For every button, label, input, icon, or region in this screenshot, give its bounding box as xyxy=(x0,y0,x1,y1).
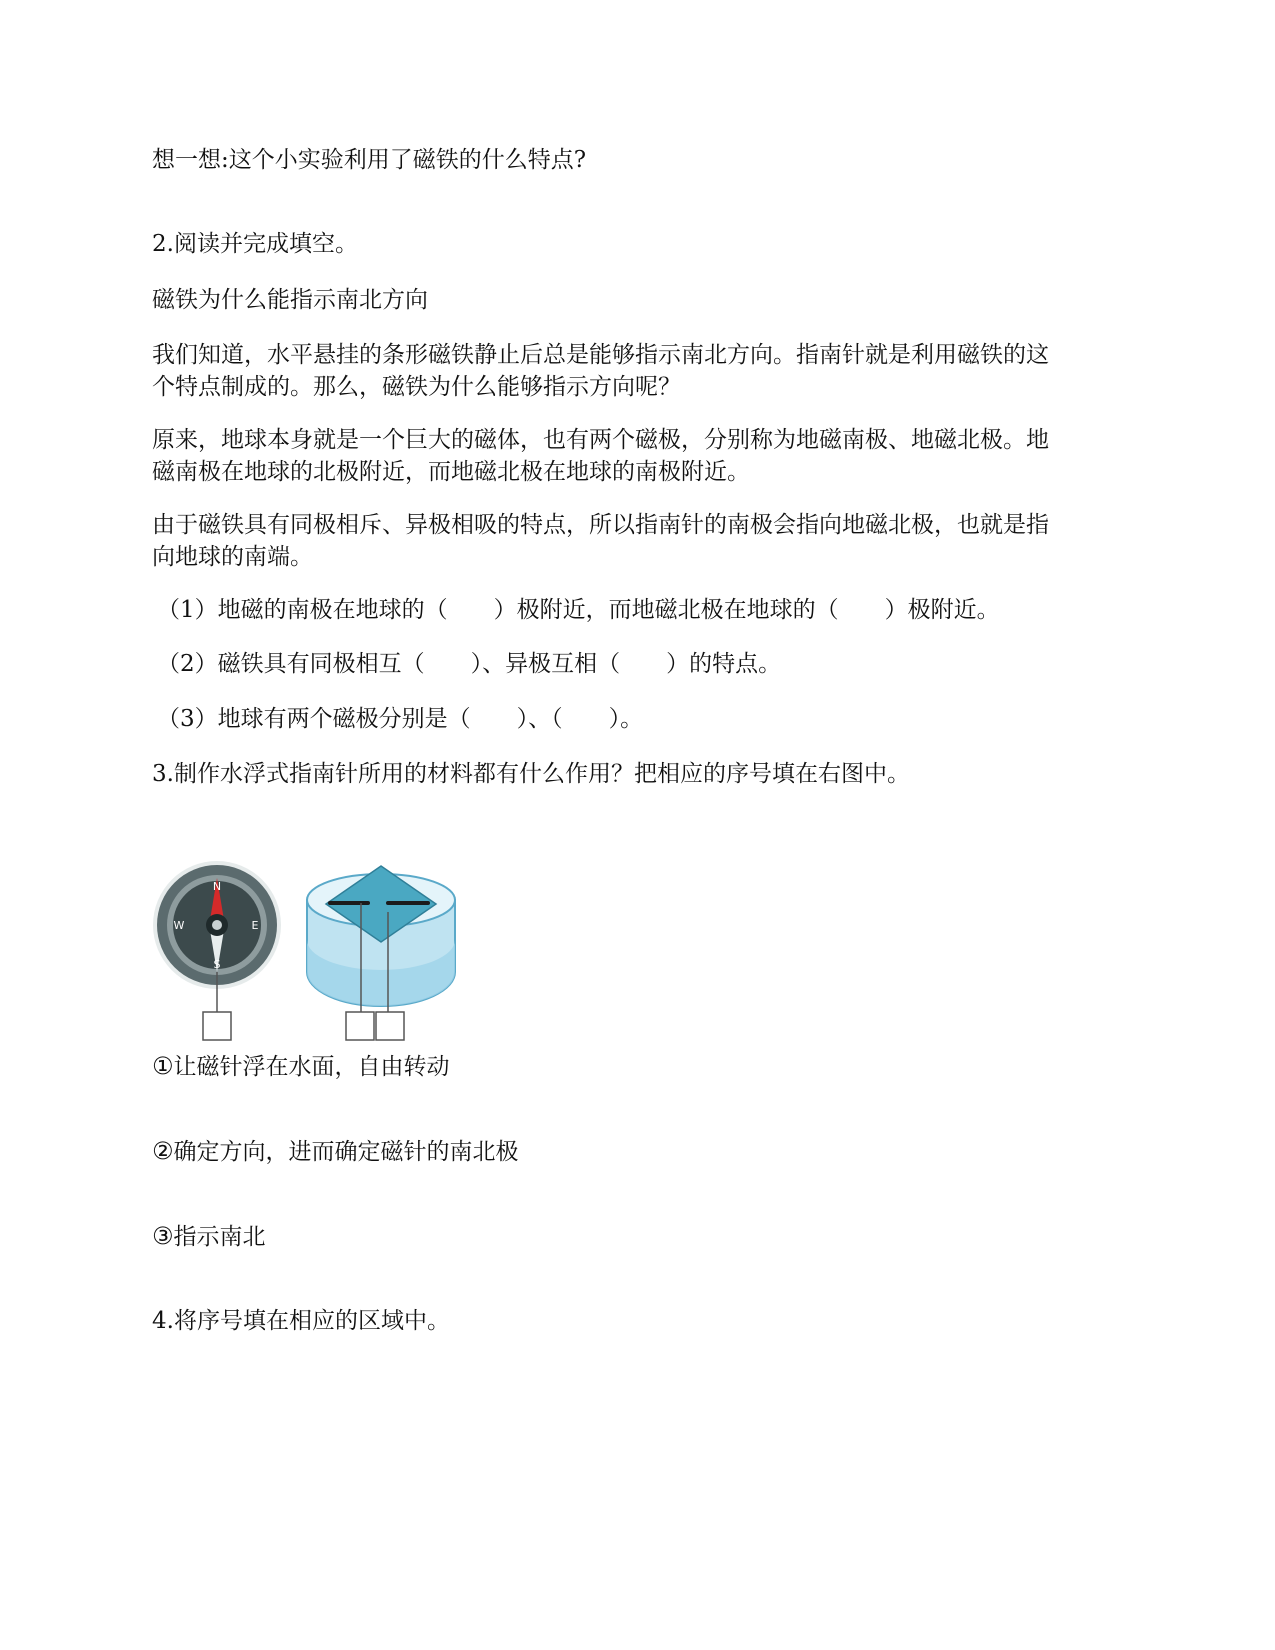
passage-paragraph-1 xyxy=(152,339,1127,403)
fill-question-2: （2）磁铁具有同极相互（ ）、异极互相（ ）的特点。 xyxy=(157,651,782,677)
question-3-title: 3.制作水浮式指南针所用的材料都有什么作用？把相应的序号填在右图中。 xyxy=(152,761,910,787)
option-3-text: 指示南北 xyxy=(173,1224,266,1250)
question-2-title: 2.阅读并完成填空。 xyxy=(152,231,358,257)
fill-question-1: （1）地磁的南极在地球的（ ）极附近，而地磁北极在地球的（ ）极附近。 xyxy=(157,597,1000,623)
compass-answer-box[interactable] xyxy=(203,1012,231,1040)
bowl-answer-box-2[interactable] xyxy=(376,1012,404,1040)
passage-title: 磁铁为什么能指示南北方向 xyxy=(152,287,428,313)
passage-paragraph-2 xyxy=(152,424,1127,488)
passage-paragraph-3 xyxy=(152,509,1127,573)
compass-figure xyxy=(152,860,482,1050)
passage-paragraph-1-line-2: 个特点制成的。那么，磁铁为什么能够指示方向呢？ xyxy=(152,374,681,400)
passage-paragraph-1-line-1: 我们知道，水平悬挂的条形磁铁静止后总是能够指示南北方向。指南针就是利用磁铁的这 xyxy=(152,342,1049,368)
option-1-marker: ① xyxy=(152,1052,174,1080)
bowl-answer-box-1[interactable] xyxy=(346,1012,374,1040)
fill-question-3: （3）地球有两个磁极分别是（ ）、（ ）。 xyxy=(157,706,644,732)
option-2 xyxy=(152,1135,1127,1168)
think-prompt: 想一想:这个小实验利用了磁铁的什么特点? xyxy=(152,147,587,173)
option-3 xyxy=(152,1220,1127,1253)
option-2-text: 确定方向，进而确定磁针的南北极 xyxy=(173,1139,519,1165)
water-bowl-icon xyxy=(307,866,455,1006)
passage-paragraph-2-line-2: 磁南极在地球的北极附近，而地磁北极在地球的南极附近。 xyxy=(152,459,750,485)
passage-paragraph-2-line-1: 原来，地球本身就是一个巨大的磁体，也有两个磁极，分别称为地磁南极、地磁北极。地 xyxy=(152,427,1049,453)
compass-letter-w: W xyxy=(173,919,185,932)
compass-figure-svg xyxy=(152,860,482,1050)
option-1-text: 让磁针浮在水面，自由转动 xyxy=(173,1054,450,1080)
option-2-marker: ② xyxy=(152,1137,174,1165)
passage-paragraph-3-line-2: 向地球的南端。 xyxy=(152,544,313,570)
compass-letter-s: S xyxy=(213,958,221,971)
option-3-marker: ③ xyxy=(152,1222,174,1250)
question-4-title: 4.将序号填在相应的区域中。 xyxy=(152,1308,450,1334)
compass-letter-e: E xyxy=(251,919,259,932)
passage-paragraph-3-line-1: 由于磁铁具有同极相斥、异极相吸的特点，所以指南针的南极会指向地磁北极，也就是指 xyxy=(152,512,1049,538)
compass-icon xyxy=(153,861,281,989)
compass-letter-n: N xyxy=(212,880,222,893)
option-1 xyxy=(152,1050,1127,1083)
